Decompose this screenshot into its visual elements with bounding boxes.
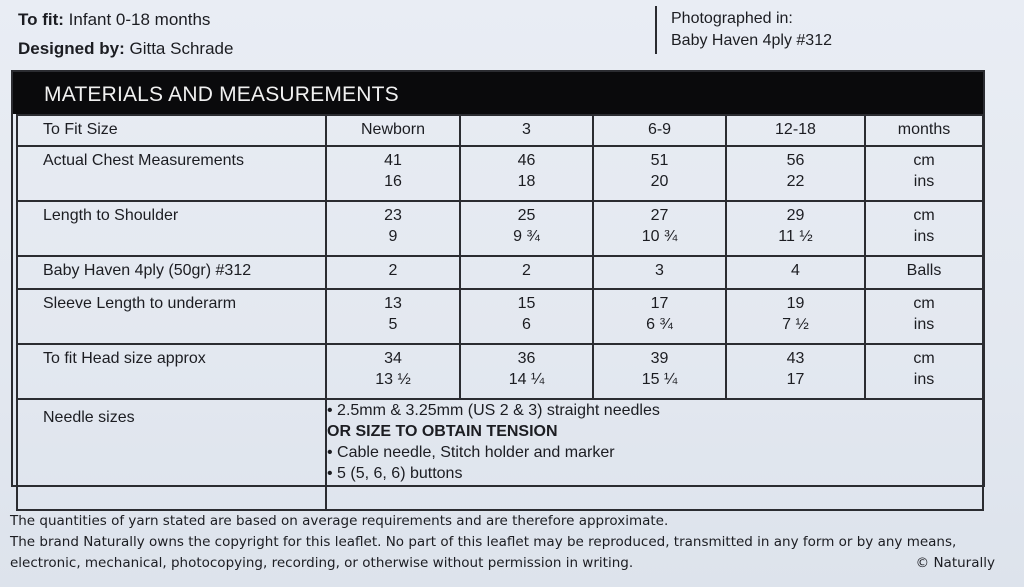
- table-cell: 51 20: [593, 146, 726, 201]
- table-cell: 25 9 ¾: [460, 201, 593, 256]
- table-cell: 2: [326, 256, 460, 289]
- header-cell: Newborn: [326, 115, 460, 146]
- photographed-value: Baby Haven 4ply #312: [671, 32, 832, 49]
- row-label: Baby Haven 4ply (50gr) #312: [17, 256, 326, 289]
- designer-info: [18, 40, 233, 57]
- table-cell: 19 7 ½: [726, 289, 865, 344]
- table-row: [17, 289, 983, 344]
- row-label: Length to Shoulder: [17, 201, 326, 256]
- table-cell: 13 5: [326, 289, 460, 344]
- unit-cell: cm ins: [865, 146, 983, 201]
- footer-line: The quantities of yarn stated are based on average requirements and are therefore approximate.: [10, 513, 669, 529]
- needles-line: • 2.5mm & 3.25mm (US 2 & 3) straight needles: [327, 402, 660, 419]
- table-cell: 34 13 ½: [326, 344, 460, 399]
- footer-notes: [10, 511, 995, 574]
- row-label: Actual Chest Measurements: [17, 146, 326, 201]
- needles-label: Needle sizes: [17, 399, 326, 510]
- header-cell: 6-9: [593, 115, 726, 146]
- section-banner: MATERIALS AND MEASUREMENTS: [13, 72, 983, 114]
- table-cell: 2: [460, 256, 593, 289]
- photographed-info: [671, 8, 832, 52]
- table-cell: 39 15 ¼: [593, 344, 726, 399]
- table-cell: 29 11 ½: [726, 201, 865, 256]
- table-cell: 15 6: [460, 289, 593, 344]
- needles-details: [326, 399, 983, 510]
- unit-cell: cm ins: [865, 344, 983, 399]
- table-row: [17, 146, 983, 201]
- header-cell: 3: [460, 115, 593, 146]
- needles-line: • Cable needle, Stitch holder and marker: [327, 444, 615, 461]
- fit-value: Infant 0-18 months: [68, 10, 211, 29]
- table-row: [17, 256, 983, 289]
- unit-cell: cm ins: [865, 289, 983, 344]
- materials-panel: [11, 70, 985, 487]
- header-cell: 12-18: [726, 115, 865, 146]
- tension-note: OR SIZE TO OBTAIN TENSION: [327, 423, 558, 440]
- fit-label: To fit:: [18, 10, 64, 29]
- table-row: [17, 201, 983, 256]
- table-row: [17, 344, 983, 399]
- needles-row: [17, 399, 983, 510]
- table-cell: 56 22: [726, 146, 865, 201]
- header-cell: months: [865, 115, 983, 146]
- footer-line: The brand Naturally owns the copyright for this leaflet. No part of this leaflet may be reproduced, transmitted in any form or by any means,: [10, 534, 957, 550]
- table-cell: 41 16: [326, 146, 460, 201]
- measurements-table: [16, 114, 984, 511]
- table-cell: 4: [726, 256, 865, 289]
- table-header-row: [17, 115, 983, 146]
- copyright-notice: © Naturally: [915, 555, 995, 571]
- table-cell: 27 10 ¾: [593, 201, 726, 256]
- table-cell: 23 9: [326, 201, 460, 256]
- unit-cell: cm ins: [865, 201, 983, 256]
- table-cell: 3: [593, 256, 726, 289]
- photographed-label: Photographed in:: [671, 10, 793, 27]
- table-cell: 43 17: [726, 344, 865, 399]
- fit-info: [18, 11, 210, 28]
- header-divider: [655, 6, 657, 54]
- table-cell: 36 14 ¼: [460, 344, 593, 399]
- row-label: To fit Head size approx: [17, 344, 326, 399]
- table-cell: 46 18: [460, 146, 593, 201]
- footer-line: electronic, mechanical, photocopying, recording, or otherwise without permission in writing.: [10, 555, 634, 571]
- table-cell: 17 6 ¾: [593, 289, 726, 344]
- unit-cell: Balls: [865, 256, 983, 289]
- row-label: Sleeve Length to underarm: [17, 289, 326, 344]
- designed-value: Gitta Schrade: [129, 39, 234, 58]
- designed-label: Designed by:: [18, 39, 125, 58]
- buttons-line: • 5 (5, 6, 6) buttons: [327, 465, 463, 482]
- header-cell: To Fit Size: [17, 115, 326, 146]
